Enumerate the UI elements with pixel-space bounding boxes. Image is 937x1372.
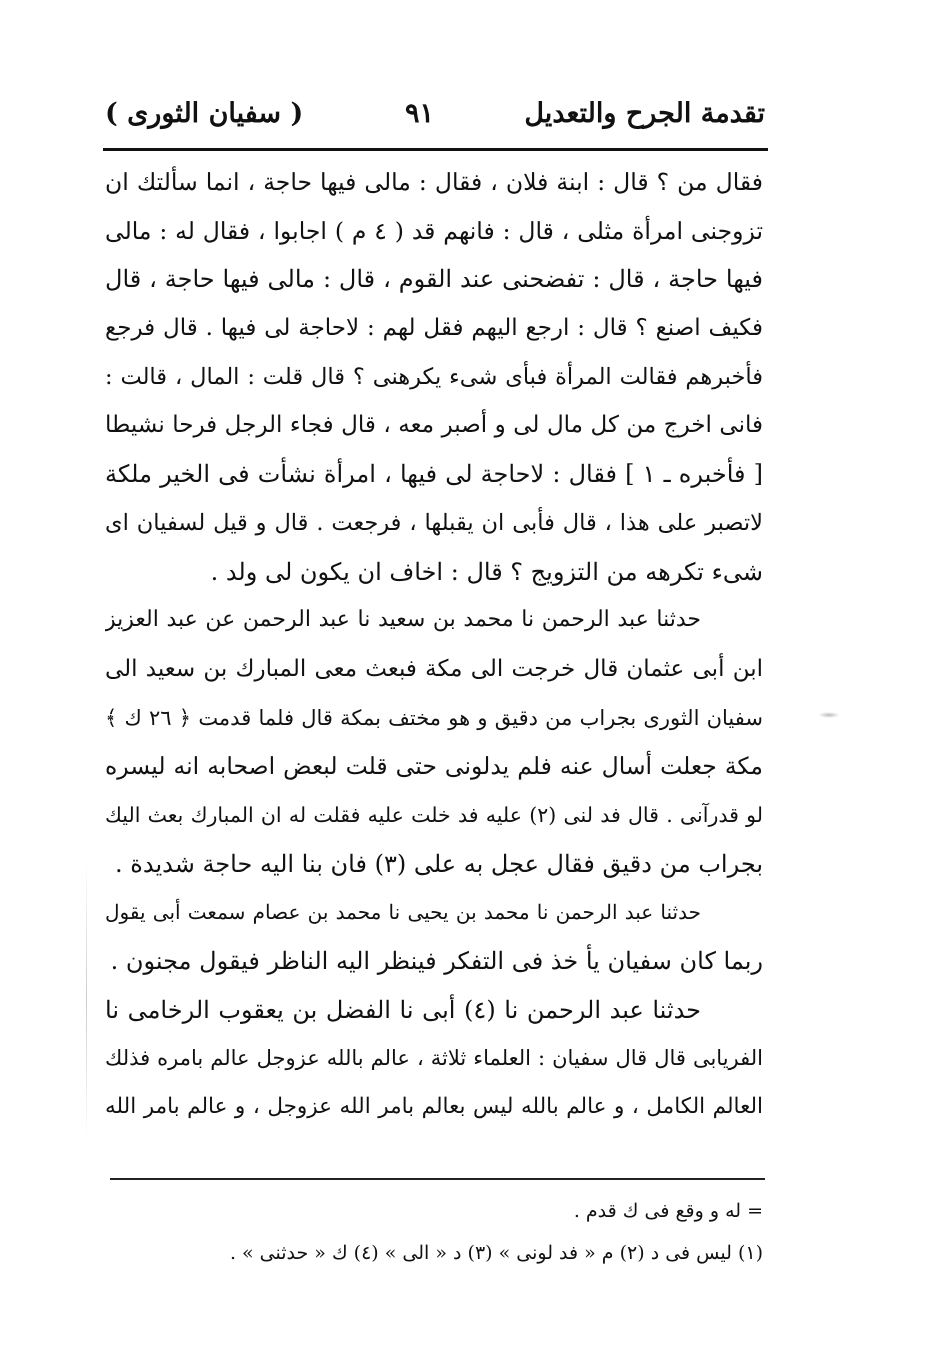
text-line: فانى اخرج من كل مال لى و أصبر معه ، قال فجاء الرجل فرحا نشيطا bbox=[105, 412, 763, 439]
text-line: فكيف اصنع ؟ قال : ارجع اليهم فقل لهم : لاحاجة لى فيها . قال فرجع bbox=[105, 315, 763, 342]
text-line: [ فأخبره ـ ١ ] فقال : لاحاجة لى فيها ، امرأة نشأت فى الخير ملكة bbox=[105, 460, 763, 489]
footnote-line: (١) ليس فى د (٢) م « فد لونى » (٣) د « الى » (٤) ك « حدثنى » . bbox=[229, 1242, 763, 1264]
book-title: تقدمة الجرح والتعديل bbox=[524, 98, 765, 129]
text-line: لو قدرآنى . قال فد لنى (٢) عليه فد خلت عليه فقلت له ان المبارك بعث اليك bbox=[105, 802, 763, 827]
scan-speck bbox=[818, 712, 840, 718]
text-line: ابن أبى عثمان قال خرجت الى مكة فبعث معى المبارك بن سعيد الى bbox=[105, 655, 763, 682]
text-line: العالم الكامل ، و عالم بالله ليس بعالم بامر الله عزوجل ، و عالم بامر الله bbox=[105, 1094, 763, 1120]
running-header bbox=[105, 92, 765, 148]
text-line: مكة جعلت أسال عنه فلم يدلونى حتى قلت لبعض اصحابه انه ليسره bbox=[105, 752, 763, 781]
section-title: ( سفيان الثورى ) bbox=[105, 98, 304, 129]
text-line: حدثنا عبد الرحمن نا محمد بن يحيى نا محمد بن عصام سمعت أبى يقول bbox=[105, 900, 701, 925]
text-line: لاتصبر على هذا ، قال فأبى ان يقبلها ، فرجعت . قال و قيل لسفيان اى bbox=[105, 509, 763, 536]
text-line: بجراب من دقيق فقال عجل به على (٣) فان بنا اليه حاجة شديدة . bbox=[115, 849, 763, 878]
text-line: الفريابى قال قال سفيان : العلماء ثلاثة ، عالم بالله عزوجل عالم بامره فذلك bbox=[105, 1046, 763, 1071]
text-line: فقال من ؟ قال : ابنة فلان ، فقال : مالى فيها حاجة ، انما سألتك ان bbox=[105, 168, 763, 196]
footnotes bbox=[105, 1190, 763, 1274]
text-line: سفيان الثورى بجراب من دقيق و هو مختف بمكة قال فلما قدمت ﴿ ٢٦ ك ﴾ bbox=[105, 705, 763, 730]
text-line: ربما كان سفيان يأ خذ فى التفكر فينظر اليه الناظر فيقول مجنون . bbox=[110, 947, 763, 975]
main-text bbox=[105, 158, 763, 1132]
scan-margin-shadow bbox=[86, 860, 87, 1140]
header-rule bbox=[103, 148, 768, 151]
text-line: فأخبرهم فقالت المرأة فبأى شىء يكرهنى ؟ قال قلت : المال ، قالت : bbox=[105, 363, 763, 390]
text-line: فيها حاجة ، قال : تفضحنى عند القوم ، قال : مالى فيها حاجة ، قال bbox=[105, 265, 763, 294]
footnote-line: = له و وقع فى ك قدم . bbox=[573, 1200, 763, 1222]
text-line: حدثنا عبد الرحمن نا (٤) أبى نا الفضل بن يعقوب الرخامى نا bbox=[105, 995, 702, 1024]
text-line: تزوجنى امرأة مثلى ، قال : فانهم قد ( ٤ م ) اجابوا ، فقال له : مالى bbox=[105, 216, 763, 245]
page-number: ٩١ bbox=[405, 98, 435, 129]
text-line: حدثنا عبد الرحمن نا محمد بن سعيد نا عبد الرحمن عن عبد العزيز bbox=[105, 607, 701, 633]
text-line: شىء تكرهه من التزويج ؟ قال : اخاف ان يكون لى ولد . bbox=[210, 557, 763, 586]
footnote-rule bbox=[110, 1178, 765, 1180]
